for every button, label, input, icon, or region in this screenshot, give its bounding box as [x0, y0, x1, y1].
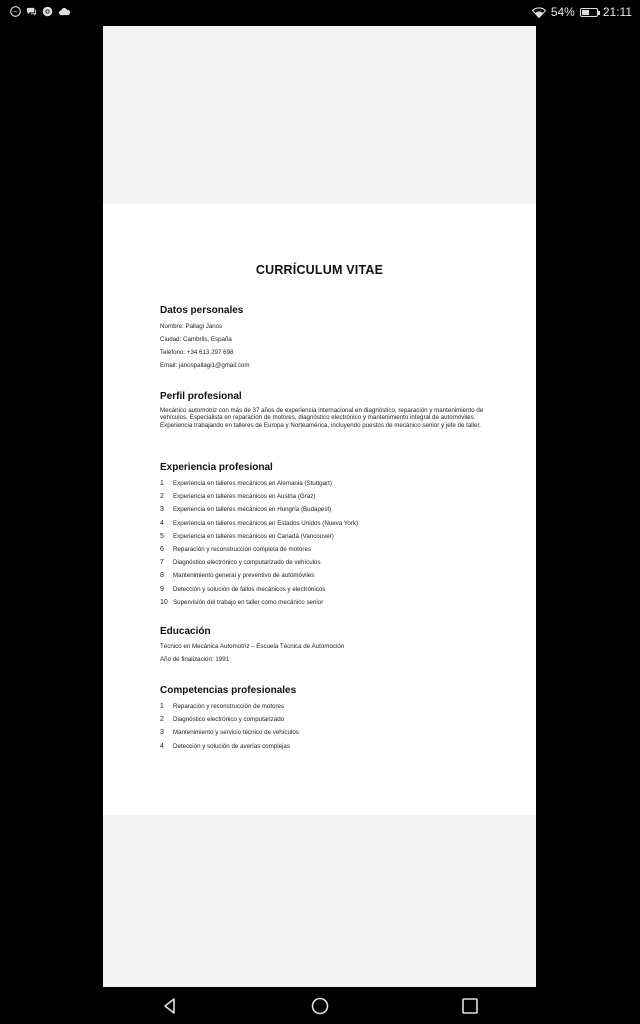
experience-item-number: 3 — [160, 506, 164, 514]
skills-item-number: 4 — [160, 742, 164, 750]
experience-item-number: 1 — [160, 480, 164, 488]
section-heading-skills: Competencias profesionales — [160, 685, 297, 696]
experience-item — [160, 530, 358, 543]
document-viewer[interactable] — [103, 26, 536, 987]
experience-item-number: 9 — [160, 585, 164, 593]
chat-icon — [26, 6, 37, 17]
experience-item — [160, 569, 358, 582]
clock: 21:11 — [602, 5, 632, 19]
section-heading-personal: Datos personales — [160, 305, 244, 316]
skills-item-text: Detección y solución de averías complejas — [173, 742, 290, 750]
experience-item-text: Experiencia en talleres mecánicos en Canadá (Vancouver) — [173, 532, 334, 540]
experience-item — [160, 517, 358, 530]
experience-item-number: 8 — [160, 572, 164, 580]
home-icon[interactable] — [310, 996, 330, 1016]
experience-item-text: Supervisión del trabajo en taller como mecánico senior — [173, 598, 324, 606]
wifi-icon — [532, 7, 546, 18]
experience-item-text: Experiencia en talleres mecánicos en Alemania (Stuttgart) — [173, 480, 332, 488]
notification-icons — [10, 6, 71, 17]
experience-item-number: 10 — [160, 598, 168, 606]
education-degree: Técnico en Mecánica Automotriz – Escuela Técnica de Automoción — [160, 643, 345, 650]
education-year: Año de finalización: 1991 — [160, 656, 230, 663]
battery-percent: 54% — [550, 5, 575, 19]
recents-icon[interactable] — [460, 996, 480, 1016]
experience-item-number: 5 — [160, 532, 164, 540]
skills-item-text: Reparación y reconstrucción de motores — [173, 703, 285, 711]
status-bar — [0, 0, 640, 26]
skills-item — [160, 700, 299, 713]
navigation-bar — [0, 987, 640, 1024]
experience-item-text: Detección y solución de fallos mecánicos y electrónicos — [173, 585, 326, 593]
skills-item-text: Diagnóstico electrónico y computarizado — [173, 716, 285, 724]
experience-item — [160, 503, 358, 516]
experience-item — [160, 490, 358, 503]
experience-item — [160, 543, 358, 556]
document-page — [103, 204, 536, 815]
experience-item — [160, 596, 358, 609]
skills-item — [160, 740, 299, 753]
experience-item-text: Reparación y reconstrucción completa de motores — [173, 546, 311, 554]
experience-item-text: Experiencia en talleres mecánicos en Austria (Graz) — [173, 493, 316, 501]
experience-item-number: 6 — [160, 546, 164, 554]
personal-name: Nombre: Pallagi Janos — [160, 323, 223, 330]
skills-item-number: 3 — [160, 729, 164, 737]
section-heading-education: Educación — [160, 626, 211, 637]
skills-item-number: 1 — [160, 703, 164, 711]
skills-item-text: Mantenimiento y servicio técnico de vehículos — [173, 729, 299, 737]
experience-item-text: Experiencia en talleres mecánicos en Estados Unidos (Nueva York) — [173, 519, 359, 527]
personal-city: Ciudad: Cambrils, España — [160, 336, 232, 343]
skills-item — [160, 713, 299, 726]
experience-item-number: 4 — [160, 519, 164, 527]
skills-item-number: 2 — [160, 716, 164, 724]
skills-list — [160, 700, 299, 753]
experience-item — [160, 477, 358, 490]
battery-icon — [580, 8, 598, 17]
experience-item-text: Mantenimiento general y preventivo de automóviles — [173, 572, 315, 580]
personal-email: Email: janospallagi1@gmail.com — [160, 362, 250, 369]
section-heading-experience: Experiencia profesional — [160, 462, 273, 473]
experience-list — [160, 477, 358, 609]
experience-item — [160, 583, 358, 596]
cloud-icon — [58, 6, 71, 17]
battery-level — [582, 10, 590, 15]
profile-text: Mecánico automotriz con más de 37 años de experiencia internacional en diagnóstico, reparación y mantenimiento de vehículos. Especialista en reparación de motores, diagnóstico electrónico y mantenimiento integral de automóviles. Experiencia trabajando en talleres de Europa y Norteamérica, incluyendo puestos de mecánico senior y jefe de taller. — [160, 407, 484, 429]
experience-item — [160, 556, 358, 569]
experience-item-text: Experiencia en talleres mecánicos en Hungría (Budapest) — [173, 506, 332, 514]
personal-phone: Teléfono: +34 613 297 698 — [160, 349, 234, 356]
skills-item — [160, 726, 299, 739]
chrome-icon — [42, 6, 53, 17]
experience-item-number: 7 — [160, 559, 164, 567]
experience-item-text: Diagnóstico electrónico y computarizado de vehículos — [173, 559, 321, 567]
experience-item-number: 2 — [160, 493, 164, 501]
status-right — [532, 5, 632, 19]
section-heading-profile: Perfil profesional — [160, 391, 242, 402]
messenger-icon — [10, 6, 21, 17]
document-title: CURRÍCULUM VITAE — [255, 263, 384, 277]
back-icon[interactable] — [160, 996, 180, 1016]
